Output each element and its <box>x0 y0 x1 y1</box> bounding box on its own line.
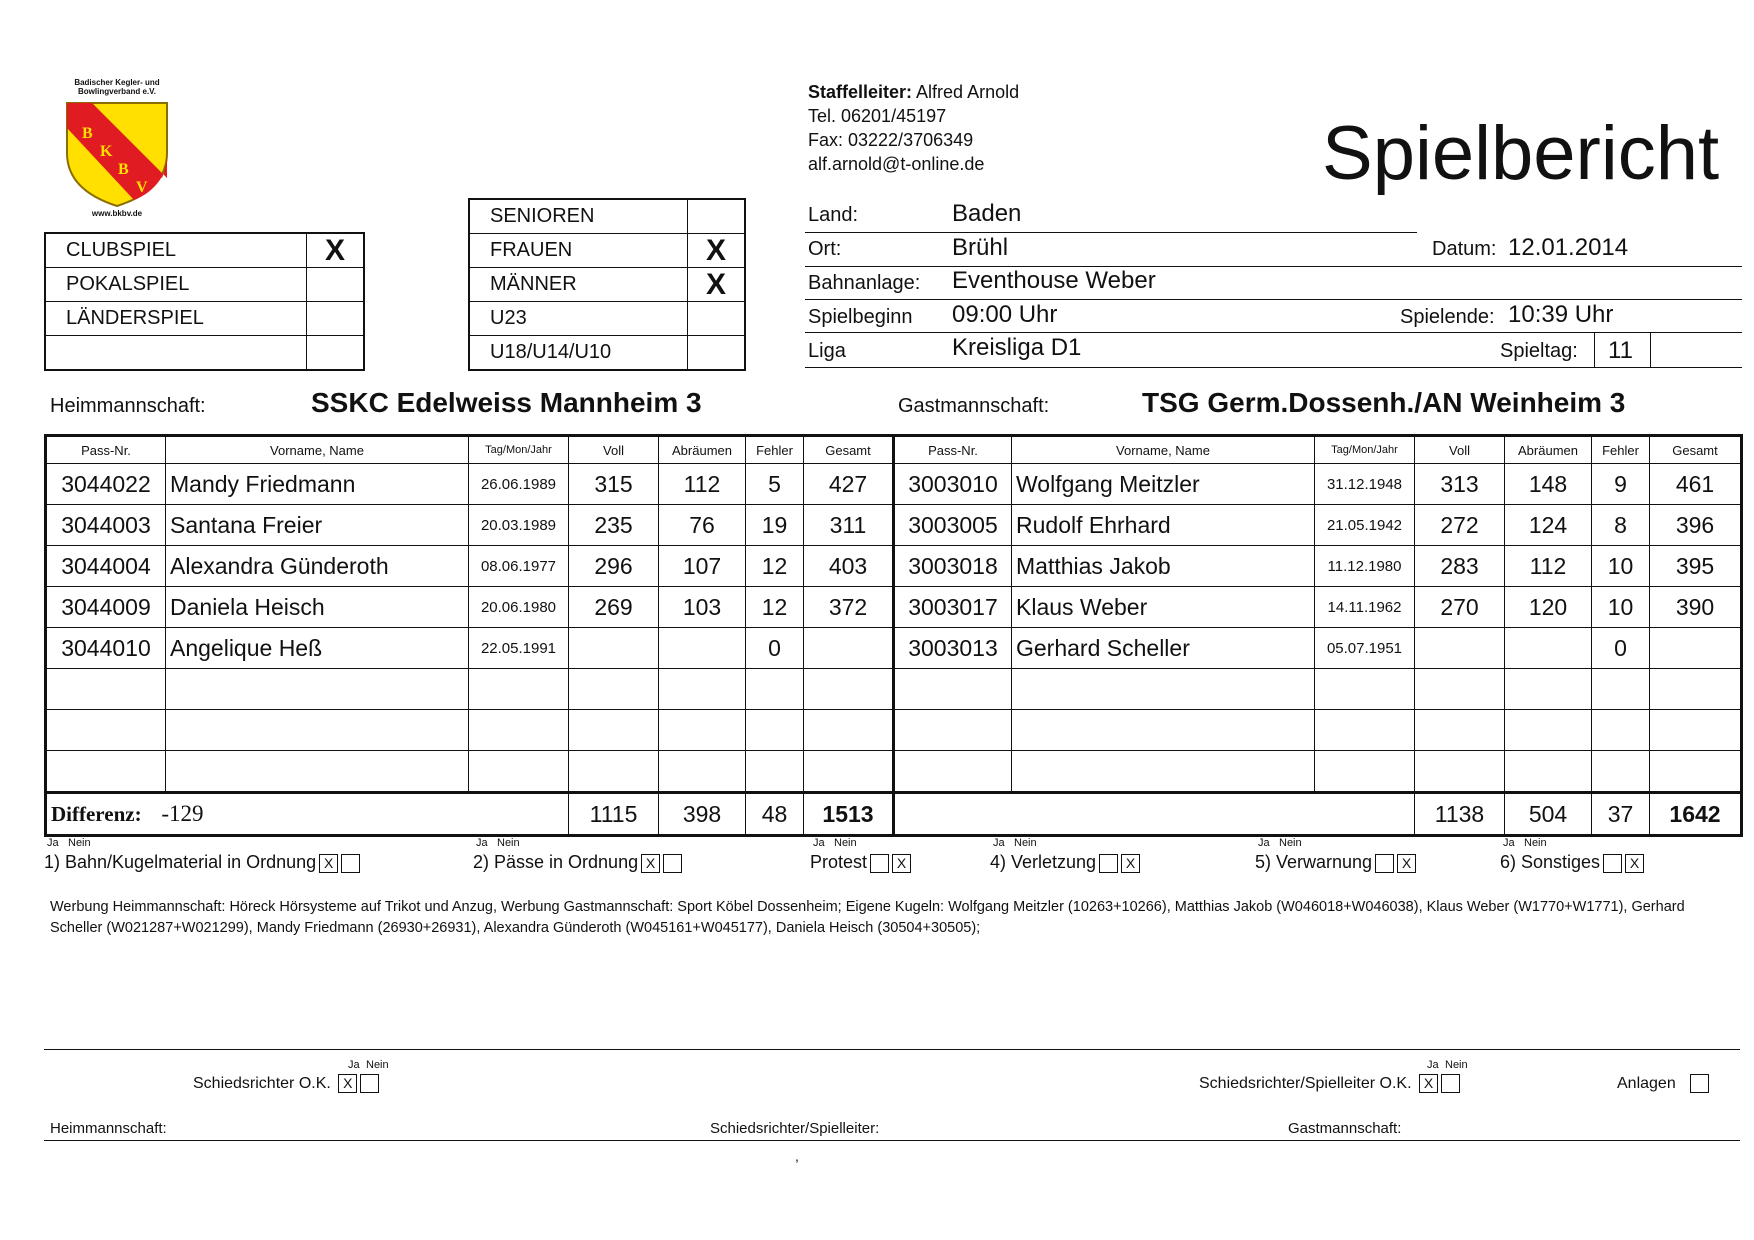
guest-name-cell: Rudolf Ehrhard <box>1012 505 1315 546</box>
home-team-label: Heimmannschaft: <box>50 395 206 417</box>
guest-pass-cell <box>894 751 1012 793</box>
guest-total-spacer <box>894 793 1415 836</box>
match-type-label <box>45 336 307 371</box>
guest-team-label: Gastmannschaft: <box>898 395 1050 417</box>
category-mark[interactable] <box>688 336 746 371</box>
guest-fehler-cell: 0 <box>1592 628 1650 669</box>
home-name-cell <box>166 710 469 751</box>
ja-label: Ja <box>1258 837 1270 849</box>
schiri-ok-ja-checkbox[interactable]: X <box>338 1074 357 1093</box>
header-dob: Tag/Mon/Jahr <box>1315 436 1415 464</box>
spielende-label: Spielende: <box>1400 306 1495 328</box>
match-type-mark[interactable]: X <box>307 233 365 268</box>
guest-abraeumen-cell <box>1505 710 1592 751</box>
nein-label: Nein <box>497 837 520 849</box>
check-item <box>473 852 682 873</box>
match-type-row <box>45 233 364 268</box>
check-label: Protest <box>810 852 868 872</box>
home-gesamt-cell <box>804 710 894 751</box>
match-type-table <box>44 232 365 371</box>
page-title: Spielbericht <box>1322 111 1720 196</box>
nein-label: Nein <box>366 1059 389 1071</box>
home-voll-cell: 235 <box>569 505 659 546</box>
category-row <box>469 234 745 268</box>
schiri-ok-nein-checkbox[interactable] <box>360 1074 379 1093</box>
player-table <box>44 434 1743 837</box>
home-dob-cell <box>469 669 569 710</box>
check-nein-checkbox[interactable] <box>341 854 360 873</box>
anlagen-checkbox[interactable] <box>1690 1074 1709 1093</box>
home-dob-cell <box>469 710 569 751</box>
guest-gesamt-cell: 461 <box>1650 464 1742 505</box>
home-voll-cell <box>569 669 659 710</box>
header-pass: Pass-Nr. <box>46 436 166 464</box>
guest-pass-cell <box>894 710 1012 751</box>
category-label: U18/U14/U10 <box>469 336 688 371</box>
category-label: MÄNNER <box>469 268 688 302</box>
footer-comma: , <box>795 1148 799 1164</box>
land-value: Baden <box>952 200 1022 227</box>
check-nein-checkbox[interactable]: X <box>1121 854 1140 873</box>
guest-dob-cell: 11.12.1980 <box>1315 546 1415 587</box>
contact-email[interactable]: alf.arnold@t-online.de <box>808 154 985 174</box>
ja-label: Ja <box>348 1059 360 1071</box>
nein-label: Nein <box>1445 1059 1468 1071</box>
check-label: 6) Sonstiges <box>1500 852 1601 872</box>
schiri-spielleiter-ok-label: Schiedsrichter/Spielleiter O.K. <box>1199 1074 1412 1092</box>
guest-fehler-cell <box>1592 669 1650 710</box>
guest-pass-cell: 3003005 <box>894 505 1012 546</box>
guest-pass-cell: 3003010 <box>894 464 1012 505</box>
guest-gesamt-cell: 396 <box>1650 505 1742 546</box>
home-voll-cell: 315 <box>569 464 659 505</box>
header-abraeumen: Abräumen <box>659 436 746 464</box>
category-row <box>469 268 745 302</box>
home-team-name: SSKC Edelweiss Mannheim 3 <box>311 387 702 418</box>
ja-label: Ja <box>1427 1059 1439 1071</box>
home-name-cell <box>166 751 469 793</box>
header-dob: Tag/Mon/Jahr <box>469 436 569 464</box>
contact-fax: Fax: 03222/3706349 <box>808 130 974 150</box>
logo-shield-icon <box>62 98 172 208</box>
home-abraeumen-cell <box>659 669 746 710</box>
home-pass-cell: 3044003 <box>46 505 166 546</box>
liga-label: Liga <box>808 340 846 362</box>
table-row <box>46 628 1742 669</box>
ort-value: Brühl <box>952 234 1009 261</box>
home-voll-cell: 269 <box>569 587 659 628</box>
signature-guest-label: Gastmannschaft: <box>1288 1120 1402 1137</box>
home-pass-cell <box>46 669 166 710</box>
guest-voll-cell: 283 <box>1415 546 1505 587</box>
header-gesamt: Gesamt <box>1650 436 1742 464</box>
logo-letter-v: V <box>136 179 148 196</box>
match-type-label: POKALSPIEL <box>45 268 307 302</box>
guest-abraeumen-cell <box>1505 751 1592 793</box>
header-gesamt: Gesamt <box>804 436 894 464</box>
home-pass-cell <box>46 710 166 751</box>
check-label: 2) Pässe in Ordnung <box>473 852 639 872</box>
ja-label: Ja <box>476 837 488 849</box>
table-row <box>46 751 1742 793</box>
notes-text: Werbung Heimmannschaft: Höreck Hörsysteme auf Trikot und Anzug, Werbung Gastmannschaft: Sport Köbel Dossenheim; Eigene Kugeln: Wolfgang Meitzler (10263+10266), Matthias Jakob (W046018+W046038), Klaus Weber (W1770+W1771), Gerhard Scheller (W021287+W021299), Mandy Friedmann (26930+26931), Alexandra Günderoth (W045161+W045177), Daniela Heisch (30504+30505); <box>50 899 1685 936</box>
guest-dob-cell <box>1315 669 1415 710</box>
liga-value: Kreisliga D1 <box>952 334 1082 361</box>
check-ja-checkbox[interactable] <box>1375 854 1394 873</box>
check-label: 4) Verletzung <box>990 852 1097 872</box>
anlagen <box>1617 1074 1709 1093</box>
home-gesamt-cell: 311 <box>804 505 894 546</box>
guest-name-cell: Gerhard Scheller <box>1012 628 1315 669</box>
match-type-row <box>45 336 364 371</box>
home-dob-cell: 20.06.1980 <box>469 587 569 628</box>
home-total-fehler: 48 <box>746 793 804 836</box>
check-nein-checkbox[interactable]: X <box>1397 854 1416 873</box>
home-dob-cell: 22.05.1991 <box>469 628 569 669</box>
table-row <box>46 546 1742 587</box>
home-dob-cell: 26.06.1989 <box>469 464 569 505</box>
header-name: Vorname, Name <box>1012 436 1315 464</box>
schiri-spielleiter-nein-checkbox[interactable] <box>1441 1074 1460 1093</box>
header-voll: Voll <box>569 436 659 464</box>
guest-voll-cell: 272 <box>1415 505 1505 546</box>
guest-dob-cell: 31.12.1948 <box>1315 464 1415 505</box>
signature-schiri-label: Schiedsrichter/Spielleiter: <box>710 1120 880 1137</box>
logo-letter-b2: B <box>118 161 129 178</box>
table-row <box>46 505 1742 546</box>
check-label: 5) Verwarnung <box>1255 852 1373 872</box>
home-name-cell: Daniela Heisch <box>166 587 469 628</box>
category-row <box>469 199 745 234</box>
guest-pass-cell <box>894 669 1012 710</box>
guest-team-name: TSG Germ.Dossenh./AN Weinheim 3 <box>1142 387 1626 418</box>
totals-row <box>46 793 1742 836</box>
nein-label: Nein <box>1524 837 1547 849</box>
category-label: U23 <box>469 302 688 336</box>
match-type-row <box>45 268 364 302</box>
check-ja-checkbox[interactable] <box>870 854 889 873</box>
guest-abraeumen-cell: 124 <box>1505 505 1592 546</box>
guest-gesamt-cell <box>1650 628 1742 669</box>
guest-pass-cell: 3003017 <box>894 587 1012 628</box>
home-abraeumen-cell <box>659 710 746 751</box>
home-gesamt-cell <box>804 669 894 710</box>
home-gesamt-cell <box>804 628 894 669</box>
table-row <box>46 464 1742 505</box>
guest-name-cell <box>1012 751 1315 793</box>
home-dob-cell <box>469 751 569 793</box>
home-voll-cell: 296 <box>569 546 659 587</box>
header-voll: Voll <box>1415 436 1505 464</box>
category-label: FRAUEN <box>469 234 688 268</box>
guest-gesamt-cell: 395 <box>1650 546 1742 587</box>
check-item <box>810 852 911 873</box>
home-fehler-cell: 12 <box>746 587 804 628</box>
contact-tel: Tel. 06201/45197 <box>808 106 947 126</box>
home-abraeumen-cell: 103 <box>659 587 746 628</box>
home-name-cell: Alexandra Günderoth <box>166 546 469 587</box>
guest-total-gesamt: 1642 <box>1650 793 1742 836</box>
guest-gesamt-cell <box>1650 710 1742 751</box>
guest-voll-cell <box>1415 751 1505 793</box>
home-voll-cell <box>569 628 659 669</box>
home-name-cell <box>166 669 469 710</box>
guest-gesamt-cell <box>1650 669 1742 710</box>
logo-letter-k: K <box>100 143 113 160</box>
guest-abraeumen-cell: 112 <box>1505 546 1592 587</box>
check-ja-checkbox[interactable] <box>1603 854 1622 873</box>
ja-label: Ja <box>813 837 825 849</box>
ja-label: Ja <box>993 837 1005 849</box>
guest-fehler-cell: 10 <box>1592 587 1650 628</box>
home-fehler-cell: 12 <box>746 546 804 587</box>
guest-name-cell <box>1012 710 1315 751</box>
differenz-cell <box>46 793 569 836</box>
guest-gesamt-cell <box>1650 751 1742 793</box>
home-voll-cell <box>569 710 659 751</box>
match-type-mark[interactable] <box>307 302 365 336</box>
spielende-value: 10:39 Uhr <box>1508 301 1614 328</box>
spielbeginn-value: 09:00 Uhr <box>952 301 1058 328</box>
home-abraeumen-cell: 107 <box>659 546 746 587</box>
home-name-cell: Santana Freier <box>166 505 469 546</box>
spieltag-label: Spieltag: <box>1500 340 1578 362</box>
guest-gesamt-cell: 390 <box>1650 587 1742 628</box>
staffelleiter-name: Alfred Arnold <box>916 82 1020 102</box>
guest-abraeumen-cell: 148 <box>1505 464 1592 505</box>
guest-fehler-cell: 8 <box>1592 505 1650 546</box>
home-abraeumen-cell <box>659 628 746 669</box>
match-type-label: LÄNDERSPIEL <box>45 302 307 336</box>
guest-dob-cell: 21.05.1942 <box>1315 505 1415 546</box>
guest-voll-cell <box>1415 710 1505 751</box>
logo-org-line2: Bowlingverband e.V. <box>78 87 156 96</box>
check-item <box>990 852 1140 873</box>
category-mark[interactable]: X <box>688 268 746 302</box>
home-fehler-cell: 5 <box>746 464 804 505</box>
check-item <box>44 852 360 873</box>
check-item <box>1255 852 1416 873</box>
guest-total-fehler: 37 <box>1592 793 1650 836</box>
guest-voll-cell: 313 <box>1415 464 1505 505</box>
table-row <box>46 587 1742 628</box>
match-type-row <box>45 302 364 336</box>
header-name: Vorname, Name <box>166 436 469 464</box>
guest-fehler-cell <box>1592 751 1650 793</box>
guest-voll-cell: 270 <box>1415 587 1505 628</box>
guest-abraeumen-cell <box>1505 628 1592 669</box>
match-type-mark[interactable] <box>307 336 365 371</box>
category-mark[interactable] <box>688 302 746 336</box>
home-pass-cell: 3044010 <box>46 628 166 669</box>
nein-label: Nein <box>1014 837 1037 849</box>
home-pass-cell: 3044004 <box>46 546 166 587</box>
home-dob-cell: 20.03.1989 <box>469 505 569 546</box>
home-gesamt-cell: 403 <box>804 546 894 587</box>
header-fehler: Fehler <box>1592 436 1650 464</box>
bahnanlage-value: Eventhouse Weber <box>952 267 1156 294</box>
guest-fehler-cell <box>1592 710 1650 751</box>
bahnanlage-label: Bahnanlage: <box>808 272 921 294</box>
guest-name-cell: Klaus Weber <box>1012 587 1315 628</box>
category-mark[interactable]: X <box>688 234 746 268</box>
differenz-value: -129 <box>161 801 204 826</box>
guest-dob-cell: 05.07.1951 <box>1315 628 1415 669</box>
contact-block <box>808 80 1019 176</box>
ja-label: Ja <box>47 837 59 849</box>
schiri-ok <box>193 1074 379 1093</box>
table-row <box>46 669 1742 710</box>
staffelleiter-label: Staffelleiter: <box>808 82 913 102</box>
home-gesamt-cell <box>804 751 894 793</box>
home-total-voll: 1115 <box>569 793 659 836</box>
guest-fehler-cell: 9 <box>1592 464 1650 505</box>
differenz-label: Differenz: <box>51 802 142 826</box>
guest-dob-cell: 14.11.1962 <box>1315 587 1415 628</box>
match-type-label: CLUBSPIEL <box>45 233 307 268</box>
table-header-row <box>46 436 1742 464</box>
home-gesamt-cell: 427 <box>804 464 894 505</box>
home-gesamt-cell: 372 <box>804 587 894 628</box>
home-pass-cell <box>46 751 166 793</box>
check-ja-checkbox[interactable]: X <box>319 854 338 873</box>
category-mark[interactable] <box>688 199 746 234</box>
home-fehler-cell: 19 <box>746 505 804 546</box>
spielbeginn-label: Spielbeginn <box>808 306 913 328</box>
bkbv-logo <box>62 78 182 228</box>
guest-pass-cell: 3003013 <box>894 628 1012 669</box>
datum-value: 12.01.2014 <box>1508 234 1629 261</box>
match-type-mark[interactable] <box>307 268 365 302</box>
home-fehler-cell: 0 <box>746 628 804 669</box>
nein-label: Nein <box>68 837 91 849</box>
guest-name-cell: Wolfgang Meitzler <box>1012 464 1315 505</box>
signature-home-label: Heimmannschaft: <box>50 1120 167 1137</box>
anlagen-label: Anlagen <box>1617 1074 1676 1092</box>
guest-pass-cell: 3003018 <box>894 546 1012 587</box>
check-nein-checkbox[interactable] <box>663 854 682 873</box>
check-nein-checkbox[interactable]: X <box>1625 854 1644 873</box>
category-table <box>468 198 746 371</box>
nein-label: Nein <box>1279 837 1302 849</box>
land-label: Land: <box>808 204 859 226</box>
datum-label: Datum: <box>1432 238 1497 260</box>
guest-name-cell <box>1012 669 1315 710</box>
home-voll-cell <box>569 751 659 793</box>
guest-fehler-cell: 10 <box>1592 546 1650 587</box>
guest-dob-cell <box>1315 710 1415 751</box>
category-row <box>469 336 745 371</box>
table-row <box>46 710 1742 751</box>
header-abraeumen: Abräumen <box>1505 436 1592 464</box>
spieltag-value: 11 <box>1608 337 1633 364</box>
guest-total-voll: 1138 <box>1415 793 1505 836</box>
home-pass-cell: 3044022 <box>46 464 166 505</box>
guest-name-cell: Matthias Jakob <box>1012 546 1315 587</box>
home-fehler-cell <box>746 751 804 793</box>
home-name-cell: Angelique Heß <box>166 628 469 669</box>
home-pass-cell: 3044009 <box>46 587 166 628</box>
ja-label: Ja <box>1503 837 1515 849</box>
schiri-spielleiter-ok <box>1199 1074 1460 1093</box>
logo-letter-b1: B <box>82 125 93 142</box>
nein-label: Nein <box>834 837 857 849</box>
guest-abraeumen-cell <box>1505 669 1592 710</box>
home-fehler-cell <box>746 669 804 710</box>
home-dob-cell: 08.06.1977 <box>469 546 569 587</box>
guest-abraeumen-cell: 120 <box>1505 587 1592 628</box>
home-abraeumen-cell <box>659 751 746 793</box>
guest-dob-cell <box>1315 751 1415 793</box>
header-pass: Pass-Nr. <box>894 436 1012 464</box>
ort-label: Ort: <box>808 238 842 260</box>
schiri-spielleiter-ja-checkbox[interactable]: X <box>1419 1074 1438 1093</box>
home-name-cell: Mandy Friedmann <box>166 464 469 505</box>
category-label: SENIOREN <box>469 199 688 234</box>
header-fehler: Fehler <box>746 436 804 464</box>
check-item <box>1500 852 1644 873</box>
guest-voll-cell <box>1415 628 1505 669</box>
check-ja-checkbox[interactable] <box>1099 854 1118 873</box>
guest-total-abraeumen: 504 <box>1505 793 1592 836</box>
home-total-gesamt: 1513 <box>804 793 894 836</box>
check-label: 1) Bahn/Kugelmaterial in Ordnung <box>44 852 317 872</box>
logo-url: www.bkbv.de <box>91 209 143 218</box>
home-abraeumen-cell: 112 <box>659 464 746 505</box>
category-row <box>469 302 745 336</box>
guest-voll-cell <box>1415 669 1505 710</box>
home-fehler-cell <box>746 710 804 751</box>
logo-org-line1: Badischer Kegler- und <box>74 78 160 87</box>
check-ja-checkbox[interactable]: X <box>641 854 660 873</box>
home-total-abraeumen: 398 <box>659 793 746 836</box>
check-nein-checkbox[interactable]: X <box>892 854 911 873</box>
home-abraeumen-cell: 76 <box>659 505 746 546</box>
schiri-ok-label: Schiedsrichter O.K. <box>193 1074 331 1092</box>
